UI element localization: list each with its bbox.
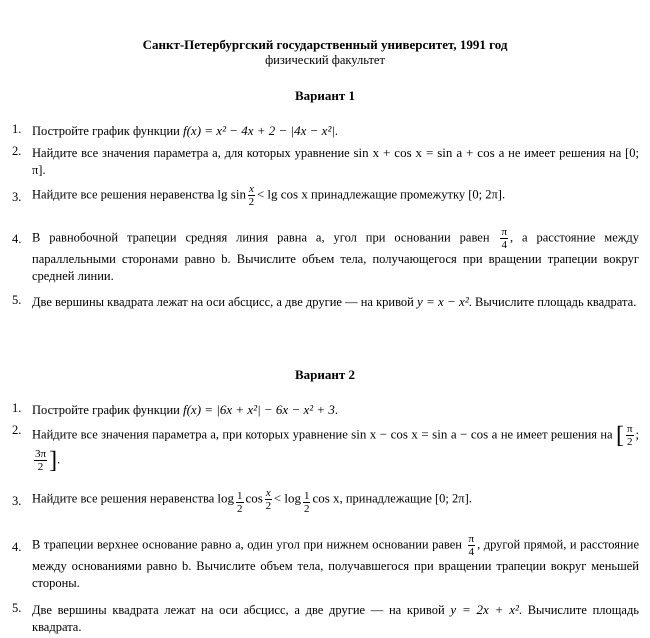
document-title: Санкт-Петербургский государственный университет, 1991 год (142, 37, 508, 52)
variant-1-title: Вариант 1 (294, 88, 356, 103)
problem-text-end: . (57, 452, 61, 467)
fraction-denominator: 2 (265, 500, 272, 512)
fraction-pi-4 (468, 533, 476, 558)
problem-formula: f(x) = x² − 4x + 2 − |4x − x²| (182, 123, 335, 138)
problem-text-mid: не имеет решения на (500, 427, 613, 442)
problem-1-1 (12, 122, 639, 140)
fraction-denominator: 4 (501, 239, 507, 251)
problem-formula: sin x + cos x = sin a + cos a (353, 145, 505, 160)
formula-rest: < lg cos x (256, 186, 308, 202)
log-base-2 (303, 490, 311, 515)
fraction-numerator: π (626, 423, 633, 435)
problem-text: В равнобочной трапеции средняя линия равна a, угол при основании равен (32, 230, 490, 245)
problem-text: Две вершины квадрата лежат на оси абсцисс, а две другие — на кривой (32, 603, 445, 617)
problem-text-end: . Вычислите площадь квадрата. (32, 603, 640, 634)
log-base-denominator: 2 (303, 503, 310, 516)
fraction-numerator: x (265, 487, 271, 499)
problem-2-4 (12, 533, 639, 592)
log-base-numerator: 1 (237, 490, 243, 503)
log-base (236, 490, 244, 515)
problem-2-2: 2. Найдите все значения параметра a, при которых уравнение sin x − cos x = sin a − cos a не имеет решения на [ $\frac{\pi}{2}$ ; $\frac{3\pi}{2}$ ]. (12, 422, 640, 474)
problem-formula: y = x − x² (416, 294, 469, 309)
formula-log: log (217, 490, 235, 506)
problem-1-5 (12, 293, 639, 311)
problem-text: Две вершины квадрата лежат на оси абсцисс, а две другие — на кривой (32, 295, 414, 309)
problem-number: 1. (12, 122, 22, 136)
problem-number: 3. (12, 494, 22, 508)
fraction-pi-2 (626, 423, 634, 448)
fraction-numerator: 3π (35, 448, 47, 460)
problem-2-5 (12, 601, 639, 636)
problem-number: 5. (12, 293, 22, 307)
problem-text: Найдите все значения параметра a, при которых уравнение (32, 427, 348, 442)
variant-2-title: Вариант 2 (294, 367, 356, 382)
problem-1-2 (12, 144, 639, 179)
fraction-3pi-2 (34, 448, 47, 473)
problem-number: 5. (12, 601, 22, 615)
fraction-denominator: 2 (627, 436, 633, 448)
problem-number: 4. (12, 540, 22, 554)
problem-text: Постройте график функции (32, 124, 180, 138)
problem-1-4 (12, 226, 639, 285)
problem-text: Найдите все решения неравенства (32, 187, 215, 202)
problem-number: 1. (12, 401, 22, 415)
problem-text: Постройте график функции (32, 403, 180, 417)
problem-text-end: принадлежащие промежутку [0; 2π]. (311, 187, 506, 202)
problem-number: 2. (12, 423, 22, 437)
problem-text-end: не имеет решения на [0; π]. (32, 146, 639, 177)
problem-text-end: , принадлежащие [0; 2π]. (339, 491, 472, 506)
log-base-denominator: 2 (237, 503, 243, 516)
problem-2-1 (12, 401, 639, 419)
problem-number: 2. (12, 144, 22, 158)
formula-lg-sin: lg sin (217, 186, 246, 202)
formula-rest: cos x (312, 490, 340, 506)
fraction-denominator: 2 (37, 461, 44, 473)
problem-formula: sin x − cos x = sin a − cos a (351, 426, 498, 442)
problem-text-end: . (334, 124, 339, 138)
fraction-numerator: π (501, 226, 508, 238)
formula-cos: cos (245, 490, 263, 506)
problem-1-3 (12, 183, 639, 208)
fraction-numerator: π (468, 533, 475, 545)
problem-number: 3. (12, 190, 22, 204)
problem-formula: f(x) = |6x + x²| − 6x − x² + 3 (182, 402, 335, 417)
right-bracket: ] (49, 447, 58, 474)
formula-log-2: < log (273, 490, 301, 506)
log-base-numerator: 1 (303, 490, 310, 503)
problem-text-end: , а расстояние между параллельными сторонами равно b. Вычислите объем тела, получающегося при вращении трапеции вокруг средней линии. (32, 230, 640, 283)
problem-text-end: . (334, 403, 339, 417)
fraction (265, 487, 272, 512)
fraction-denominator: 4 (468, 546, 475, 558)
problem-number: 4. (12, 232, 22, 246)
document-subtitle: физический факультет (265, 53, 385, 67)
problem-text: В трапеции верхнее основание равно a, один угол при нижнем основании равен (32, 537, 462, 552)
fraction-denominator: 2 (248, 196, 255, 208)
left-bracket: [ (615, 422, 624, 449)
problem-2-3 (12, 487, 639, 515)
problem-text-end: , другой прямой, и расстояние между основаниями равно b. Вычислите объем тела, получавшегося при вращении трапеции вокруг меньшей стороны. (32, 537, 639, 590)
fraction (248, 183, 255, 208)
fraction-pi-4 (500, 226, 508, 251)
problem-text-end: . Вычислите площадь квадрата. (468, 295, 637, 309)
problem-text: Найдите все значения параметра a, для которых уравнение (32, 146, 350, 160)
problem-formula: y = 2x + x² (450, 602, 519, 617)
problem-text: Найдите все решения неравенства (32, 491, 215, 506)
fraction-numerator: x (248, 183, 254, 195)
